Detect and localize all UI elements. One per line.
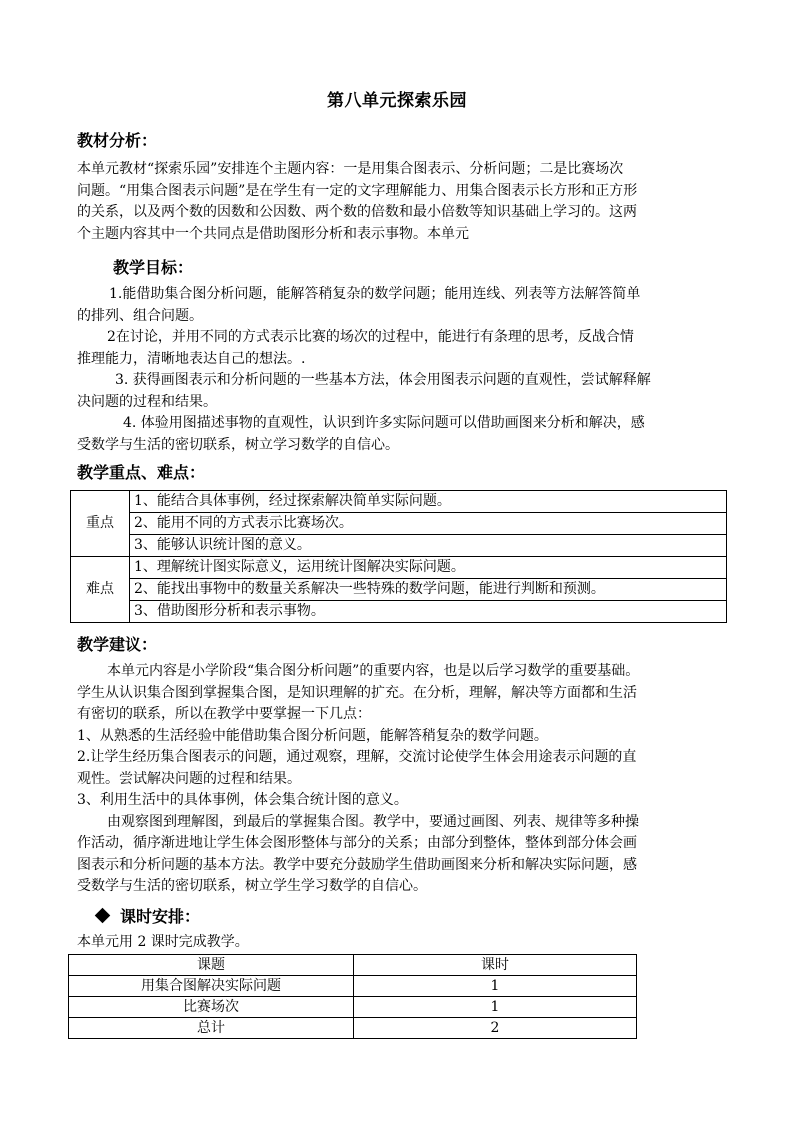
schedule-table (68, 954, 637, 1039)
schedule-intro: 本单元用 2 课时完成教学。 (77, 934, 249, 950)
analysis-paragraph (77, 159, 719, 245)
table-row (69, 997, 637, 1018)
suggestion-line: 由观察图到理解图，到最后的掌握集合图。教学中，要通过画图、列表、规律等多种操 (107, 813, 639, 830)
table-row (71, 601, 727, 623)
goal-line: 受数学与生活的密切联系，树立学习数学的自信心。 (77, 436, 399, 453)
goal-line: 1.能借助集合图分析问题，能解答稍复杂的数学问题；能用连线、列表等方法解答简单 (109, 286, 641, 302)
analysis-heading: 教材分析： (77, 131, 158, 150)
difficulty-item: 2、能找出事物中的数量关系解决一些特殊的数学问题，能进行判断和预测。 (130, 579, 727, 601)
suggestions-paragraph (77, 661, 719, 898)
keypoints-heading: 教学重点、难点： (77, 463, 206, 482)
difficulty-label: 难点 (71, 557, 130, 623)
column-header: 课题 (69, 955, 354, 976)
goal-line: 的排列、组合问题。 (77, 307, 203, 324)
suggestion-line: 3、利用生活中的具体事例，体会集合统计图的意义。 (77, 792, 408, 808)
goals-paragraph (77, 284, 719, 456)
analysis-line: 的关系，以及两个数的因数和公因数、两个数的倍数和最小倍数等知识基础上学习的。这两 (77, 204, 637, 220)
page-title: 第八单元探索乐园 (327, 91, 467, 111)
goal-line: 推理能力，清晰地表达自己的想法。. (77, 350, 306, 367)
suggestion-line: 1、从熟悉的生活经验中能借助集合图分析问题，能解答稍复杂的数学问题。 (77, 727, 548, 744)
suggestion-line: 2.让学生经历集合图表示的问题，通过观察，理解，交流讨论使学生体会用途表示问题的直 (77, 749, 637, 765)
goal-line: 决问题的过程和结果。 (77, 393, 217, 410)
table-row (71, 557, 727, 579)
suggestion-line: 受数学与生活的密切联系，树立学生学习数学的自信心。 (77, 878, 427, 894)
keypoint-item: 2、能用不同的方式表示比赛场次。 (130, 513, 727, 535)
suggestions-heading: 教学建议： (77, 635, 158, 654)
analysis-line: 本单元教材“探索乐园”安排连个主题内容：一是用集合图表示、分析问题；二是比赛场次 (77, 161, 624, 177)
diamond-bullet-icon (95, 908, 111, 924)
suggestion-line: 观性。尝试解决问题的过程和结果。 (77, 770, 301, 787)
suggestion-line: 图表示和分析问题的基本方法。教学中要充分鼓励学生借助画图来分析和解决实际问题，感 (77, 856, 637, 873)
keypoint-label: 重点 (71, 491, 130, 557)
schedule-heading: 课时安排： (120, 907, 201, 926)
goal-line: 4. 体验用图描述事物的直观性，认识到许多实际问题可以借助画图来分析和解决，感 (123, 415, 645, 431)
schedule-heading-row (97, 904, 200, 927)
keypoint-item: 3、能够认识统计图的意义。 (130, 535, 727, 557)
suggestion-line: 作活动，循序渐进地让学生体会图形整体与部分的关系；由部分到整体，整体到部分体会画 (77, 835, 637, 851)
table-row (69, 1018, 637, 1039)
keypoints-table (70, 490, 727, 623)
suggestion-line: 学生从认识集合图到掌握集合图，是知识理解的扩充。在分析，理解，解决等方面都和生活 (77, 684, 637, 701)
goals-heading: 教学目标： (113, 258, 194, 277)
table-row (71, 535, 727, 557)
suggestion-line: 有密切的联系，所以在教学中要掌握一下几点： (77, 706, 371, 722)
table-row (71, 513, 727, 535)
table-row (69, 976, 637, 997)
table-header-row (69, 955, 637, 976)
keypoint-item: 1、能结合具体事例，经过探索解决简单实际问题。 (130, 491, 727, 513)
table-cell: 1 (354, 997, 637, 1018)
table-row (71, 579, 727, 601)
table-cell: 用集合图解决实际问题 (69, 976, 354, 997)
analysis-line: 个主题内容其中一个共同点是借助图形分析和表示事物。本单元 (77, 225, 469, 242)
difficulty-item: 1、理解统计图实际意义，运用统计图解决实际问题。 (130, 557, 727, 579)
table-cell: 1 (354, 976, 637, 997)
table-cell: 比赛场次 (69, 997, 354, 1018)
suggestion-line: 本单元内容是小学阶段“集合图分析问题”的重要内容，也是以后学习数学的重要基础。 (107, 663, 640, 679)
difficulty-item: 3、借助图形分析和表示事物。 (130, 601, 727, 623)
column-header: 课时 (354, 955, 637, 976)
analysis-line: 问题。“用集合图表示问题”是在学生有一定的文字理解能力、用集合图表示长方形和正方形 (77, 182, 638, 199)
table-cell: 2 (354, 1018, 637, 1039)
table-cell: 总计 (69, 1018, 354, 1039)
table-row (71, 491, 727, 513)
goal-line: 2在讨论，并用不同的方式表示比赛的场次的过程中，能进行有条理的思考，反战合情 (107, 329, 634, 345)
goal-line: 3. 获得画图表示和分析问题的一些基本方法，体会用图表示问题的直观性，尝试解释解 (115, 372, 651, 388)
